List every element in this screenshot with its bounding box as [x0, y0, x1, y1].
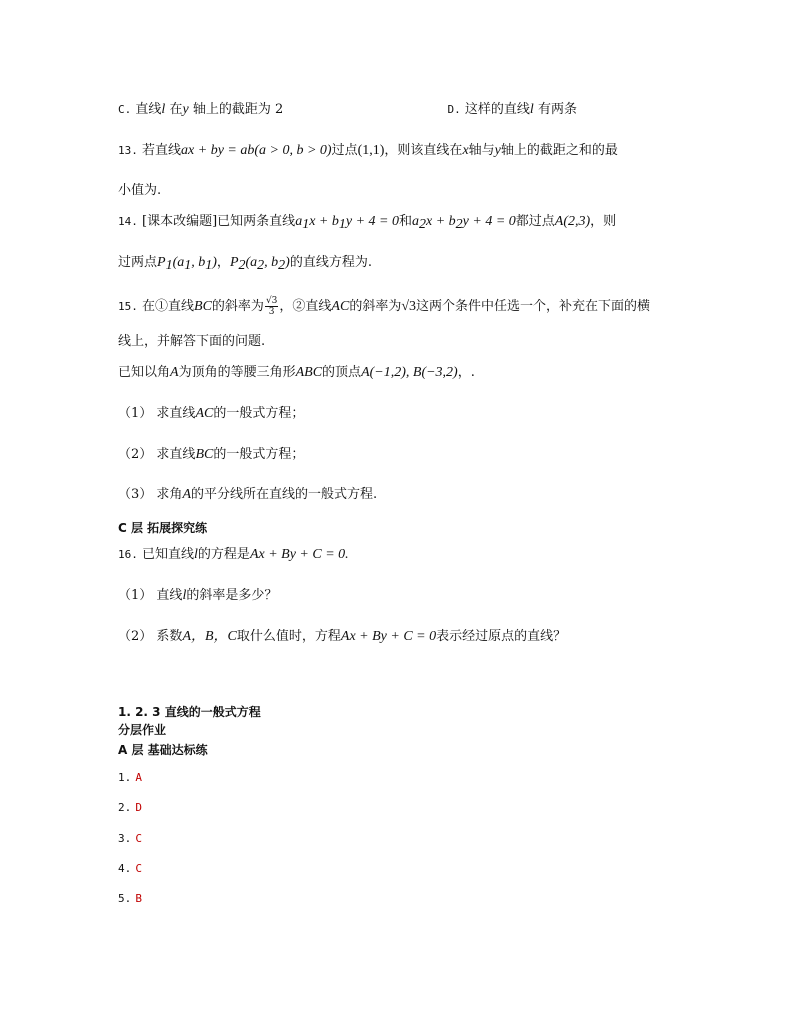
q15-text1: 在①直线 [142, 299, 195, 314]
q13-number: 13. [118, 144, 138, 157]
q15-text2: 的斜率为 [211, 299, 264, 314]
q15-text5: 这两个条件中任选一个，补充在下面的横 [416, 299, 651, 314]
answer-value: C [135, 862, 143, 875]
q13-line2: 小值为. [118, 183, 162, 198]
q12-option-d-label: D. [447, 103, 461, 116]
answers-subheading: 分层作业 [118, 723, 167, 737]
q13-x: x [462, 143, 469, 158]
q16-number: 16. [118, 548, 138, 561]
q12-option-d-text2: 有两条 [537, 102, 577, 117]
q15-line2: 线上，并解答下面的问题. [118, 334, 266, 349]
q15-line3-text1: 已知以角 [118, 365, 171, 380]
q14-line1 [118, 213, 616, 231]
q14-eq1: $a_1x + b_1y + 4 = 0$ [295, 214, 399, 232]
q15-line3 [118, 364, 475, 382]
q12-option-c-label: C. [118, 103, 132, 116]
q12-option-d-text1: 这样的直线 [464, 102, 530, 117]
q16-line1 [118, 546, 349, 564]
q16-sub2-equation: Ax + By + C = 0 [340, 629, 437, 644]
answer-number: 1. [118, 771, 132, 784]
q15-sub1-text2: 的一般式方程； [213, 406, 305, 421]
q15-sub2 [118, 446, 304, 464]
q12-option-c-text3: 轴上的截距为 2 [192, 102, 284, 117]
q12-option-c-var1: l [161, 102, 166, 117]
q15-sub1-text1: 求直线 [156, 406, 196, 421]
q12-option-c-text1: 直线 [135, 102, 162, 117]
q14-p2: $P_2(a_2$, $b_2$) [229, 255, 290, 273]
answer-item [118, 860, 142, 878]
q15-line3-points: A(−1,2), B(−3,2) [361, 365, 458, 380]
q15-number: 15. [118, 300, 138, 313]
q16-text2: 的方程是 [197, 547, 250, 562]
q15-sub3 [118, 486, 377, 504]
q16-l: l [194, 547, 198, 562]
q13-line1 [118, 142, 618, 160]
answer-value: A [135, 771, 143, 784]
q14-line2-text2: 的直线方程为. [289, 255, 372, 270]
q15-text3: ，②直线 [279, 299, 332, 314]
answers-heading: 1. 2. 3 直线的一般式方程 [118, 705, 261, 719]
q16-sub1-label: （1） [118, 588, 153, 603]
q13-text1: 若直线 [142, 143, 182, 158]
q13-text2: 过点 [331, 143, 358, 158]
q15-line3-text3: 的顶点 [322, 365, 362, 380]
q16-sub2 [118, 628, 566, 646]
q15-sub3-label: （3） [118, 487, 153, 502]
q15-fraction: $\frac{√3}{3}$ [265, 296, 278, 317]
answers-section-a: A 层 基础达标练 [118, 743, 208, 757]
q15-line3-text4: ，. [457, 365, 475, 380]
answer-value: B [135, 892, 143, 905]
q13-point: (1,1) [357, 143, 385, 158]
q15-sub3-var: A [182, 487, 191, 502]
q16-text1: 已知直线 [142, 547, 195, 562]
answer-number: 3. [118, 832, 132, 845]
q12-options-row [118, 101, 577, 119]
answer-item [118, 769, 142, 787]
q15-sub1-var: AC [195, 406, 214, 421]
q16-sub2-text3: 表示经过原点的直线？ [436, 629, 567, 644]
q14-text4: ，则 [590, 214, 617, 229]
q16-sub1 [118, 587, 277, 605]
q14-number: 14. [118, 215, 138, 228]
q16-sub1-text1: 直线 [156, 588, 183, 603]
q16-sub2-text1: 系数 [156, 629, 183, 644]
q12-option-c-var2: y [182, 102, 189, 117]
q13-y: y [494, 143, 501, 158]
q14-text1: 已知两条直线 [217, 214, 296, 229]
q15-sub3-text1: 求角 [156, 487, 183, 502]
q15-sub1 [118, 405, 304, 423]
q16-sub1-l: l [182, 588, 187, 603]
q15-sqrt3: √3 [401, 299, 417, 314]
q15-sub3-text2: 的平分线所在直线的一般式方程. [191, 487, 378, 502]
answer-item [118, 799, 142, 817]
q15-sub1-label: （1） [118, 406, 153, 421]
q14-text2: 和 [398, 214, 412, 229]
q12-option-d-var: l [529, 102, 534, 117]
q15-line3-text2: 为顶角的等腰三角形 [178, 365, 296, 380]
q14-line2 [118, 254, 372, 272]
section-c-heading: C 层 拓展探究练 [118, 521, 208, 535]
q13-text5: 轴上的截距之和的最 [500, 143, 618, 158]
q15-text4: 的斜率为 [349, 299, 402, 314]
q15-line3-a: A [170, 365, 179, 380]
answer-item [118, 830, 142, 848]
q15-line3-abc: ABC [295, 365, 323, 380]
q15-sub2-text1: 求直线 [156, 447, 196, 462]
q16-sub2-abc: A，B，C [182, 629, 237, 644]
q14-line2-text1: 过两点 [118, 255, 158, 270]
q16-sub2-label: （2） [118, 629, 153, 644]
q15-sub2-label: （2） [118, 447, 153, 462]
q14-tag: [课本改编题] [142, 214, 218, 229]
answer-number: 4. [118, 862, 132, 875]
q15-bc: BC [194, 299, 212, 314]
answer-value: C [135, 832, 143, 845]
q16-equation: Ax + By + C = 0. [249, 547, 349, 562]
q13-text3: ，则该直线在 [384, 143, 463, 158]
answer-item [118, 890, 142, 908]
answer-number: 5. [118, 892, 132, 905]
q15-ac: AC [331, 299, 350, 314]
q14-text3: 都过点 [515, 214, 555, 229]
q14-eq2: $a_2x + b_2y + 4 = 0$ [411, 214, 516, 232]
q15-sub2-text2: 的一般式方程； [213, 447, 305, 462]
q16-sub2-text2: 取什么值时，方程 [236, 629, 341, 644]
q13-equation: ax + by = ab(a > 0, b > 0) [181, 143, 332, 158]
q14-p1: $P_1(a_1$, $b_1$) [157, 255, 217, 273]
q12-option-c-text2: 在 [169, 102, 183, 117]
q14-comma: ， [216, 255, 230, 270]
answer-number: 2. [118, 801, 132, 814]
q15-sub2-var: BC [195, 447, 214, 462]
q16-sub1-text2: 的斜率是多少？ [186, 588, 278, 603]
q13-text4: 轴与 [468, 143, 495, 158]
q15-line1 [118, 296, 650, 317]
q14-point-a: A(2,3) [554, 214, 591, 229]
answer-value: D [135, 801, 143, 814]
